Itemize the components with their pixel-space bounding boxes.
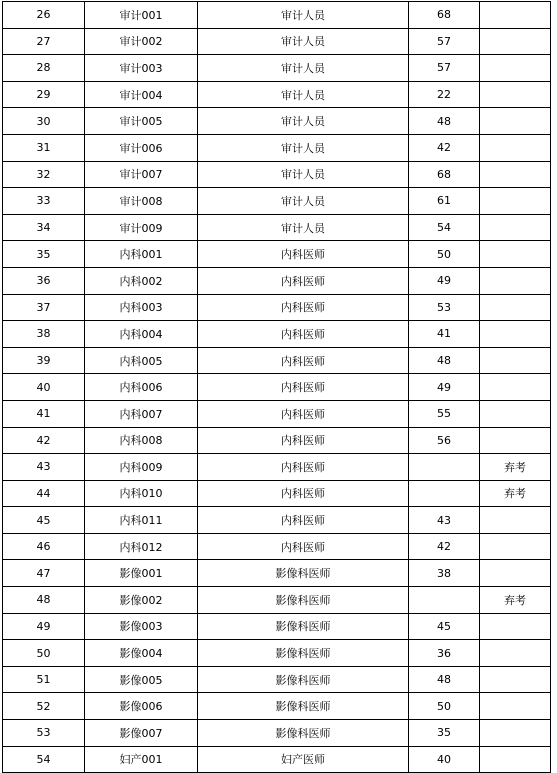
exam-id-cell: 内科008	[85, 427, 198, 454]
note-cell	[480, 640, 551, 667]
score-cell: 55	[409, 400, 480, 427]
table-row	[3, 55, 551, 82]
note-cell	[480, 108, 551, 135]
note-cell	[480, 693, 551, 720]
exam-id-cell: 审计009	[85, 214, 198, 241]
seq-cell: 32	[3, 161, 85, 188]
table-body	[3, 2, 551, 773]
exam-id-cell: 内科004	[85, 321, 198, 348]
score-cell: 57	[409, 55, 480, 82]
seq-cell: 42	[3, 427, 85, 454]
seq-cell: 36	[3, 267, 85, 294]
note-cell: 弃考	[480, 454, 551, 481]
exam-id-cell: 审计006	[85, 134, 198, 161]
table-row	[3, 241, 551, 268]
position-cell: 审计人员	[198, 55, 409, 82]
position-cell: 影像科医师	[198, 720, 409, 747]
position-cell: 内科医师	[198, 241, 409, 268]
note-cell	[480, 81, 551, 108]
exam-id-cell: 影像006	[85, 693, 198, 720]
score-cell: 49	[409, 267, 480, 294]
position-cell: 内科医师	[198, 347, 409, 374]
position-cell: 审计人员	[198, 28, 409, 55]
score-cell: 36	[409, 640, 480, 667]
seq-cell: 44	[3, 480, 85, 507]
position-cell: 内科医师	[198, 267, 409, 294]
position-cell: 审计人员	[198, 188, 409, 215]
score-cell	[409, 480, 480, 507]
position-cell: 审计人员	[198, 161, 409, 188]
table-row	[3, 81, 551, 108]
table-row	[3, 640, 551, 667]
table-row	[3, 427, 551, 454]
score-cell	[409, 454, 480, 481]
table-row	[3, 613, 551, 640]
exam-id-cell: 影像001	[85, 560, 198, 587]
exam-id-cell: 审计007	[85, 161, 198, 188]
seq-cell: 31	[3, 134, 85, 161]
table-row	[3, 480, 551, 507]
position-cell: 妇产医师	[198, 746, 409, 773]
exam-id-cell: 影像003	[85, 613, 198, 640]
seq-cell: 37	[3, 294, 85, 321]
seq-cell: 52	[3, 693, 85, 720]
exam-id-cell: 审计008	[85, 188, 198, 215]
note-cell	[480, 347, 551, 374]
exam-id-cell: 内科002	[85, 267, 198, 294]
table-row	[3, 746, 551, 773]
position-cell: 影像科医师	[198, 666, 409, 693]
note-cell	[480, 28, 551, 55]
seq-cell: 27	[3, 28, 85, 55]
seq-cell: 51	[3, 666, 85, 693]
seq-cell: 41	[3, 400, 85, 427]
score-cell: 49	[409, 374, 480, 401]
exam-id-cell: 内科003	[85, 294, 198, 321]
score-table	[2, 1, 551, 773]
table-row	[3, 507, 551, 534]
exam-id-cell: 影像002	[85, 587, 198, 614]
exam-id-cell: 影像004	[85, 640, 198, 667]
position-cell: 影像科医师	[198, 613, 409, 640]
note-cell	[480, 267, 551, 294]
table-row	[3, 161, 551, 188]
table-row	[3, 374, 551, 401]
exam-id-cell: 内科012	[85, 533, 198, 560]
exam-id-cell: 妇产001	[85, 746, 198, 773]
exam-id-cell: 内科001	[85, 241, 198, 268]
exam-id-cell: 审计005	[85, 108, 198, 135]
note-cell: 弃考	[480, 587, 551, 614]
position-cell: 内科医师	[198, 480, 409, 507]
note-cell	[480, 427, 551, 454]
seq-cell: 46	[3, 533, 85, 560]
score-cell: 41	[409, 321, 480, 348]
position-cell: 内科医师	[198, 374, 409, 401]
table-row	[3, 587, 551, 614]
score-cell: 40	[409, 746, 480, 773]
score-cell: 45	[409, 613, 480, 640]
score-cell: 43	[409, 507, 480, 534]
table-row	[3, 108, 551, 135]
seq-cell: 39	[3, 347, 85, 374]
table-row	[3, 188, 551, 215]
table-row	[3, 214, 551, 241]
seq-cell: 47	[3, 560, 85, 587]
score-cell: 68	[409, 2, 480, 29]
exam-id-cell: 审计002	[85, 28, 198, 55]
note-cell	[480, 746, 551, 773]
note-cell	[480, 294, 551, 321]
position-cell: 影像科医师	[198, 693, 409, 720]
table-row	[3, 454, 551, 481]
exam-id-cell: 内科006	[85, 374, 198, 401]
exam-id-cell: 影像007	[85, 720, 198, 747]
position-cell: 审计人员	[198, 2, 409, 29]
position-cell: 审计人员	[198, 81, 409, 108]
score-cell: 42	[409, 134, 480, 161]
note-cell	[480, 507, 551, 534]
score-cell: 50	[409, 693, 480, 720]
position-cell: 影像科医师	[198, 640, 409, 667]
position-cell: 审计人员	[198, 214, 409, 241]
score-cell: 53	[409, 294, 480, 321]
seq-cell: 49	[3, 613, 85, 640]
score-cell: 22	[409, 81, 480, 108]
note-cell	[480, 188, 551, 215]
seq-cell: 40	[3, 374, 85, 401]
exam-id-cell: 内科009	[85, 454, 198, 481]
table-row	[3, 693, 551, 720]
seq-cell: 26	[3, 2, 85, 29]
note-cell	[480, 2, 551, 29]
position-cell: 审计人员	[198, 108, 409, 135]
position-cell: 内科医师	[198, 454, 409, 481]
position-cell: 内科医师	[198, 321, 409, 348]
note-cell	[480, 666, 551, 693]
note-cell	[480, 321, 551, 348]
table-row	[3, 294, 551, 321]
score-cell: 57	[409, 28, 480, 55]
table-row	[3, 560, 551, 587]
seq-cell: 45	[3, 507, 85, 534]
seq-cell: 54	[3, 746, 85, 773]
score-cell: 50	[409, 241, 480, 268]
exam-id-cell: 内科007	[85, 400, 198, 427]
position-cell: 内科医师	[198, 294, 409, 321]
score-cell: 54	[409, 214, 480, 241]
position-cell: 内科医师	[198, 427, 409, 454]
table-row	[3, 267, 551, 294]
note-cell	[480, 720, 551, 747]
score-cell: 42	[409, 533, 480, 560]
score-cell: 68	[409, 161, 480, 188]
exam-id-cell: 内科005	[85, 347, 198, 374]
note-cell	[480, 55, 551, 82]
seq-cell: 28	[3, 55, 85, 82]
seq-cell: 48	[3, 587, 85, 614]
score-cell: 48	[409, 666, 480, 693]
note-cell	[480, 374, 551, 401]
note-cell	[480, 134, 551, 161]
seq-cell: 33	[3, 188, 85, 215]
table-row	[3, 666, 551, 693]
position-cell: 审计人员	[198, 134, 409, 161]
score-cell: 48	[409, 108, 480, 135]
score-cell: 35	[409, 720, 480, 747]
exam-id-cell: 审计003	[85, 55, 198, 82]
score-cell: 48	[409, 347, 480, 374]
table-row	[3, 28, 551, 55]
seq-cell: 50	[3, 640, 85, 667]
seq-cell: 29	[3, 81, 85, 108]
note-cell	[480, 613, 551, 640]
note-cell	[480, 241, 551, 268]
note-cell	[480, 533, 551, 560]
table-row	[3, 134, 551, 161]
exam-id-cell: 内科010	[85, 480, 198, 507]
note-cell	[480, 214, 551, 241]
table-row	[3, 533, 551, 560]
seq-cell: 38	[3, 321, 85, 348]
note-cell	[480, 400, 551, 427]
seq-cell: 34	[3, 214, 85, 241]
score-cell: 61	[409, 188, 480, 215]
seq-cell: 43	[3, 454, 85, 481]
score-cell: 56	[409, 427, 480, 454]
position-cell: 内科医师	[198, 507, 409, 534]
note-cell: 弃考	[480, 480, 551, 507]
exam-id-cell: 影像005	[85, 666, 198, 693]
table-row	[3, 400, 551, 427]
table-row	[3, 2, 551, 29]
position-cell: 影像科医师	[198, 587, 409, 614]
score-cell	[409, 587, 480, 614]
note-cell	[480, 161, 551, 188]
exam-id-cell: 审计001	[85, 2, 198, 29]
position-cell: 内科医师	[198, 533, 409, 560]
seq-cell: 30	[3, 108, 85, 135]
note-cell	[480, 560, 551, 587]
exam-id-cell: 审计004	[85, 81, 198, 108]
position-cell: 影像科医师	[198, 560, 409, 587]
score-cell: 38	[409, 560, 480, 587]
table-row	[3, 321, 551, 348]
seq-cell: 35	[3, 241, 85, 268]
seq-cell: 53	[3, 720, 85, 747]
table-row	[3, 347, 551, 374]
position-cell: 内科医师	[198, 400, 409, 427]
table-row	[3, 720, 551, 747]
exam-id-cell: 内科011	[85, 507, 198, 534]
